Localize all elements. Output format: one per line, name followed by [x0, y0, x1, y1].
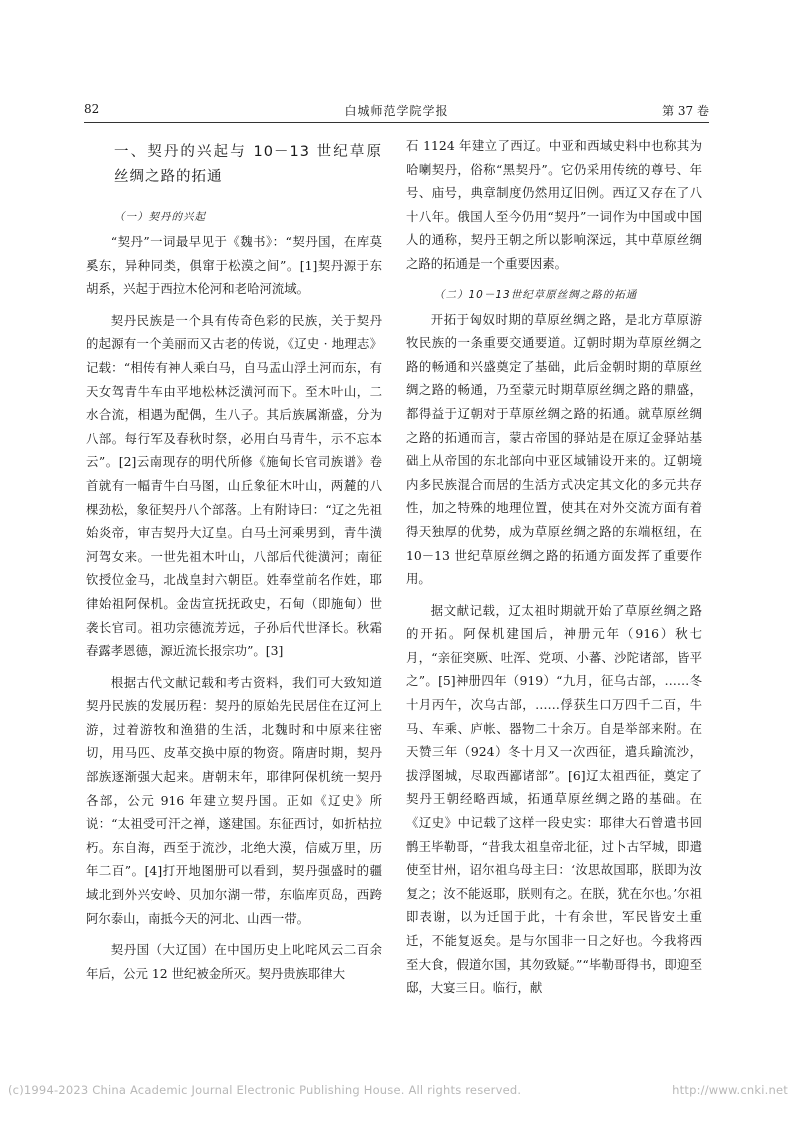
- paragraph: 契丹国（大辽国）在中国历史上叱咤风云二百余年后，公元 12 世纪被金所灭。契丹贵族耶律大: [86, 942, 382, 981]
- subsection-heading: （二）10－13世纪草原丝绸之路的拓通: [434, 288, 638, 301]
- paragraph: 开拓于匈奴时期的草原丝绸之路，是北方草原游牧民族的一条重要交通要道。辽朝时期为草原丝绸之路的畅通和兴盛奠定了基础，此后金朝时期的草原丝绸之路的畅通，乃至蒙元时期草原丝绸之路的鼎盛，都得益于辽朝对于草原丝绸之路的拓通。就草原丝绸之路的拓通而言，蒙古帝国的驿站是在原辽金驿站基础上从帝国的东北部向中亚区域铺设开来的。辽朝境内多民族混合而居的生活方式决定其文化的多元共存性，加之特殊的地理位置，使其在对外交流方面有着得天独厚的优势，成为草原丝绸之路的东端枢纽，在 10－13 世纪草原丝绸之路的拓通方面发挥了重要作用。: [406, 311, 702, 587]
- right-column: [406, 134, 702, 1008]
- volume-number: 第 37 卷: [662, 104, 709, 118]
- subsection-heading: （一）契丹的兴起: [114, 211, 206, 223]
- running-header: [84, 100, 709, 123]
- left-column: [86, 134, 382, 993]
- paragraph: 契丹民族是一个具有传奇色彩的民族，关于契丹的起源有一个美丽而又古老的传说，《辽史 · 地理志》记载：“相传有神人乘白马，自马盂山浮土河而东，有天女驾青牛车由平地松林泛潢河而下。至木叶山，二水合流，相遇为配偶，生八子。其后族属渐盛，分为八部。每行军及春秋时祭，必用白马青牛，示不忘本云”。[2]云南现存的明代所修《施甸长官司族谱》卷首就有一幅青牛白马图，山丘象征木叶山，两麓的八棵劲松，象征契丹八个部落。上有附诗曰：“辽之先祖始炎帝，审吉契丹大辽皇。白马土河乘男到，青牛潢河驾女来。一世先祖木叶山，八部后代徙潢河；南征钦授位金马，北战皇封六朝臣。姓奉堂前名作姓，耶律始祖阿保机。金齿宣抚抚政史，石甸（即施甸）世袭长官司。祖功宗德流芳远，子孙后代世泽长。秋霜春露孝恩德，源近流长报宗功”。[3]: [86, 312, 382, 659]
- journal-name: 白城师范学院学报: [344, 104, 449, 118]
- paragraph-continuation: 石 1124 年建立了西辽。中亚和西域史料中也称其为哈喇契丹，俗称“黑契丹”。它仍采用传统的尊号、年号、庙号，典章制度仍然用辽旧例。西辽又存在了八十八年。俄国人至今仍用“契丹”一词作为中国或中国人的通称，契丹王朝之所以影响深远，其中草原丝绸之路的拓通是一个重要因素。: [406, 138, 702, 271]
- copyright-watermark: [8, 1083, 788, 1097]
- section-title: 一、契丹的兴起与 10－13 世纪草原丝绸之路的拓通: [114, 144, 382, 185]
- page-number: 82: [84, 102, 100, 116]
- paragraph: 据文献记载，辽太祖时期就开始了草原丝绸之路的开拓。阿保机建国后，神册元年（916）秋七月，“亲征突厥、吐浑、党项、小蕃、沙陀诸部，皆平之”。[5]神册四年（919）“九月，征乌古部，……冬十月丙午，次乌古部，……俘获生口万四千二百，牛马、车乘、庐帐、器物二十余万。自是举部来附。在天赞三年（924）冬十月又一次西征，遣兵踰流沙，拔浮图城，尽取西鄙诸部”。[6]辽太祖西征，奠定了契丹王朝经略西域，拓通草原丝绸之路的基础。在《辽史》中记载了这样一段史实：耶律大石曾遣书回鹘王毕勒哥，“昔我太祖皇帝北征，过卜古罕城，即遣使至甘州，诏尔祖乌母主曰：‘汝思故国耶，朕即为汝复之；汝不能返耶，朕则有之。在朕，犹在尔也。’尔祖即表谢，以为迁国于此，十有余世，军民皆安土重迁，不能复返矣。是与尔国非一日之好也。今我将西至大食，假道尔国，其勿致疑。”“毕勒哥得书，即迎至邸，大宴三日。临行，献: [406, 602, 702, 996]
- paragraph: 根据古代文献记载和考古资料，我们可大致知道契丹民族的发展历程：契丹的原始先民居住在辽河上游，过着游牧和渔猎的生活，北魏时和中原来往密切，用马匹、皮革交换中原的物资。隋唐时期，契丹部族逐渐强大起来。唐朝末年，耶律阿保机统一契丹各部，公元 916 年建立契丹国。正如《辽史》所说：“太祖受可汗之禅，遂建国。东征西讨，如折枯拉朽。东自海，西至于流沙，北绝大漠，信威万里，历年二百”。[4]打开地图册可以看到，契丹强盛时的疆域北到外兴安岭、贝加尔湖一带，东临库页岛，西跨阿尔泰山，南抵今天的河北、山西一带。: [86, 674, 382, 926]
- paragraph: “契丹”一词最早见于《魏书》：“契丹国，在库莫奚东，异种同类，俱窜于松漠之间”。[1]契丹源于东胡系，兴起于西拉木伦河和老哈河流域。: [86, 234, 382, 297]
- cnki-url: http://www.cnki.net: [672, 1083, 788, 1097]
- copyright-text: (c)1994-2023 China Academic Journal Electronic Publishing House. All rights reserved.: [8, 1083, 522, 1097]
